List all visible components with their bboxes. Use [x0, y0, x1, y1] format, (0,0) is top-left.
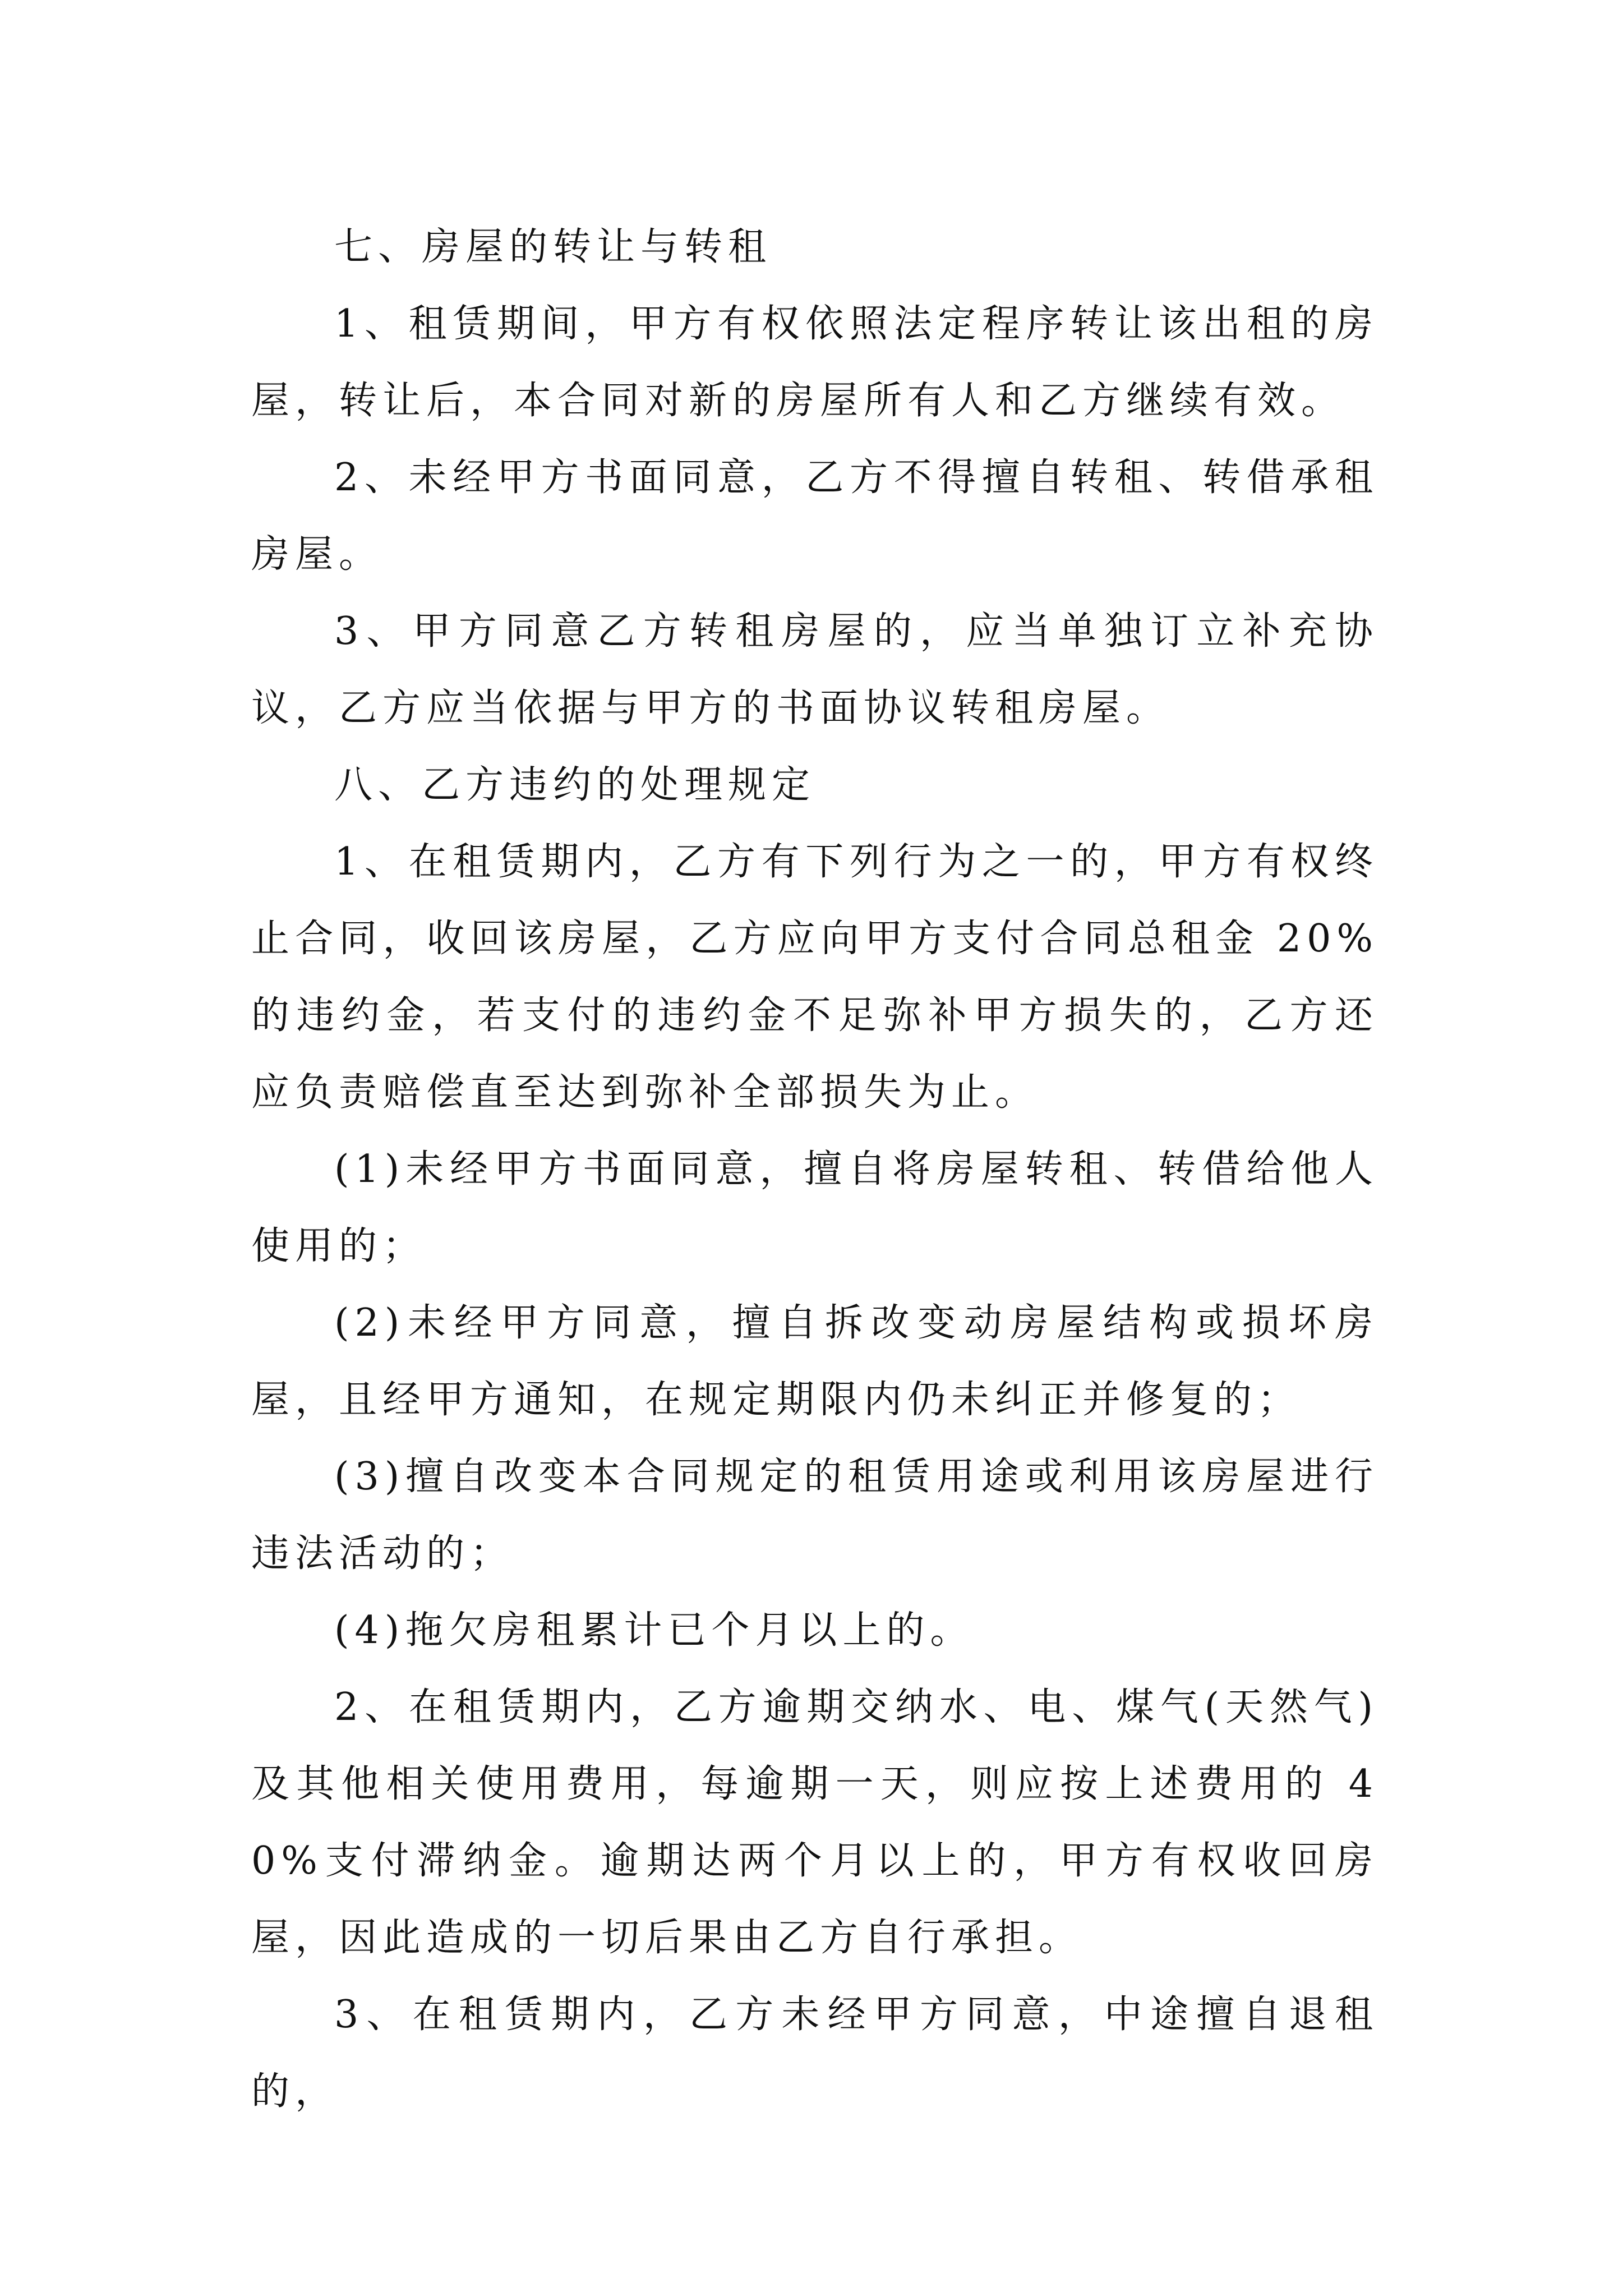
list-item: (1)未经甲方书面同意，擅自将房屋转租、转借给他人使用的； [251, 1147, 1378, 1268]
paragraph: 2、未经甲方书面同意，乙方不得擅自转租、转借承租房屋。 [251, 455, 1378, 577]
paragraph: 3、甲方同意乙方转租房屋的，应当单独订立补充协议，乙方应当依据与甲方的书面协议转租房屋。 [251, 609, 1378, 730]
paragraph: 1、在租赁期内，乙方有下列行为之一的，甲方有权终止合同，收回该房屋，乙方应向甲方支付合同总租金 20%的违约金，若支付的违约金不足弥补甲方损失的，乙方还应负责赔偿直至达到弥补全部损失为止。 [251, 840, 1378, 1115]
section-heading-breach: 八、乙方违约的处理规定 [334, 763, 816, 807]
section-heading-transfer: 七、房屋的转让与转租 [334, 225, 772, 269]
list-item: (4)拖欠房租累计已个月以上的。 [334, 1608, 974, 1653]
list-item: (2)未经甲方同意，擅自拆改变动房屋结构或损坏房屋，且经甲方通知，在规定期限内仍未纠正并修复的； [251, 1301, 1378, 1422]
paragraph: 2、在租赁期内，乙方逾期交纳水、电、煤气(天然气)及其他相关使用费用，每逾期一天，则应按上述费用的 40%支付滞纳金。逾期达两个月以上的，甲方有权收回房屋，因此造成的一切后果由乙方自行承担。 [251, 1685, 1378, 1960]
paragraph: 1、租赁期间，甲方有权依照法定程序转让该出租的房屋，转让后，本合同对新的房屋所有人和乙方继续有效。 [251, 302, 1378, 423]
document-body [251, 209, 1378, 2130]
paragraph: 3、在租赁期内，乙方未经甲方同意，中途擅自退租的， [251, 1993, 1378, 2114]
list-item: (3)擅自改变本合同规定的租赁用途或利用该房屋进行违法活动的； [251, 1455, 1378, 1576]
